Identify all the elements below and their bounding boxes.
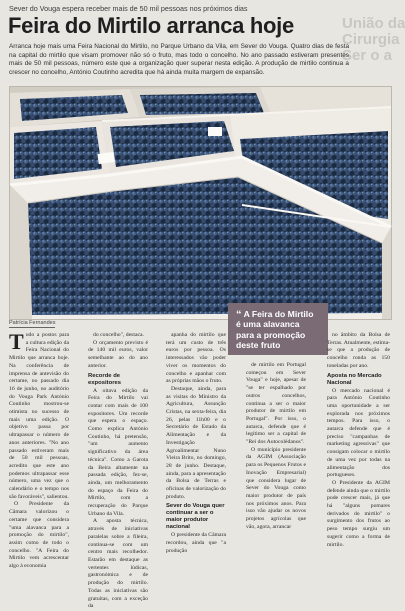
paragraph: no âmbito da Bolsa de Terras. Atualmente, estima-se que a produção de concelho ronda as 150 toneladas por ano. bbox=[327, 332, 390, 369]
article-lead: Arranca hoje mais uma Feira Nacional do Mirtilo, no Parque Urbano da Vila, em Sever do Vouga. Quatro dias de festa na capital do mirtilo que visam promover não só o fruto, mas todo o concelho. No ano passado estiveram presentes mais de 50 mil pessoas, número este que a organização quer superar nesta edição. A produção de mirtilo continua a crescer no concelho, António Coutinho acredita que há ainda muita margem de expansão. bbox=[9, 43, 349, 76]
subheading: Recorde de expositores bbox=[88, 372, 122, 386]
paragraph: de mirtilo em Portugal começou em Sever Vouga" e hoje, apesar de "se ter espalhado por outros concelhos, continua a ser o maior produtor de mirtilo em Portugal". Por isso, o autarca, defende que é legítimo ser a capital de "Rei dos Autocolédanos". bbox=[246, 362, 306, 446]
ghost-line: Cirurgia bbox=[342, 31, 400, 48]
blueberry-crates-photo bbox=[9, 86, 392, 320]
article-kicker: Sever do Vouga espera receber mais de 50 mil pessoas nos próximos dias bbox=[9, 4, 248, 13]
article-column-5 bbox=[327, 332, 390, 548]
paragraph: apanha do mirtilo que terá um custo de três euros por pessoa. Os interessados vão poder viver os momentos do concelho e apanhar com as próprias mãos o fruto. bbox=[166, 332, 226, 385]
adjacent-page-bleed bbox=[342, 15, 405, 76]
paragraph: O Presidente da AGIM defende ainda que o mirtilo pode crescer mais, já que há "alguns pomares derivados do mirtilo" o surgimento dos frutos ao peso tempo surgiu um sugerir como a forma de mirtilo. bbox=[327, 479, 390, 548]
paragraph: udo a postos para a cultura edição da Feira Nacional do Mirtilo que arranca hoje. Na conferência de imprensa de antevisão do certame, no passado dia 16 de junho, no auditório do Vouga Park António Coutinho mostrou-se otimista no sucesso de mais uma edição. O objetivo passa por ultrapassar o número de anos anteriores. "No ano passado estiveram mais de 50 mil pessoas, acredito que este ano podemos ultrapassar esse número, uma vez que o calendário e o tempo nos são favoráveis", salientou. bbox=[9, 332, 69, 500]
drop-cap: T bbox=[9, 329, 24, 354]
subheading: Sever do Vouga quer continuar a ser o maior produtor nacional bbox=[166, 503, 225, 531]
paragraph: O Presidente da Câmara valorizou o certame que considera "uma alavanca para a promoção do mirtilo", assim como de todo o concelho. "A Feira do Mirtilo vem acrescentar algo à economia bbox=[9, 501, 69, 570]
photo-credit: Patrícia Fernandes bbox=[9, 320, 56, 326]
ghost-line: União da bbox=[342, 15, 405, 32]
article-column-2 bbox=[88, 332, 148, 610]
article-column-4 bbox=[246, 362, 306, 530]
subheading: Aposta no Mercado Nacional bbox=[327, 372, 382, 386]
quote-mark-icon: “ bbox=[236, 309, 242, 321]
paragraph: O presidente da Câmara recordou, ainda que "a produção bbox=[166, 532, 226, 554]
paragraph: Destaque, ainda, para as visitas do Ministro da Agricultura, Assunção Cristas, na sexta-feira, dia 26, pelas 11h00 e o Secretário de Estado da Alimentação e da Investigação Agroalimentar Nuno Vieira Brito, no domingo, 28 de junho. Destaque, ainda, para a apresentação da Bolsa de Terras e oficinas de valorização do produto. bbox=[166, 385, 226, 500]
pull-quote-text: A Feira do Mirtilo é uma alavanca para a promoção deste fruto bbox=[236, 309, 314, 351]
ghost-line: Ser o a bbox=[342, 47, 393, 64]
photo-illustration bbox=[10, 87, 391, 319]
paragraph: do concelho", destaca. bbox=[93, 332, 144, 338]
pull-quote bbox=[228, 303, 328, 355]
article-column-3 bbox=[166, 332, 226, 554]
paragraph: A aposta técnica, através de iniciativas paralelas sobre a fileira, continua-se com um centro mais recolhedor. Estarão em destaque as vertentes lúdicas, gastronómica e de produção do mirtilo. Todas as iniciativas são gratuitas, com a exceção da bbox=[88, 518, 148, 610]
article-column-1 bbox=[9, 329, 69, 570]
article-headline: Feira do Mirtilo arranca hoje bbox=[8, 13, 294, 38]
paragraph: O mercado nacional é para António Coutinho uma oportunidade a ser explorada nos próximos tempos. Para isso, o autarca defende que é preciso "campanhas de marketing agressivas" que consigam colocar o mirtilo de uma vez por todas na alimentação dos portugueses. bbox=[327, 387, 390, 479]
paragraph: A oitava edição da Feira do Mirtilo vai contar com mais de 100 expositores. Um recorde que espera o espaço. Como explica António Coutinho, há pretensão, "um aumento significativo da área técnica". Como a Garota da Beira altamente na passada edição, fez-se, ainda, um melhoramento do espaço da Feira do Mirtilo, com a recuperação do Parque Urbano da Vila. bbox=[88, 387, 148, 517]
paragraph: O município presidente da AGIM (Associação para os Pequenos Frutos e Inovação Empresarial) que considera lugar de Sever do Vouga como maior produtor de país nos próximos anos. Para isso vão ajudar os novos projetos agrícolas que vão, agora, arrancar bbox=[246, 446, 306, 530]
paragraph: O orçamento previsto é de 140 mil euros, valor semelhante ao do ano anterior. bbox=[88, 339, 148, 369]
